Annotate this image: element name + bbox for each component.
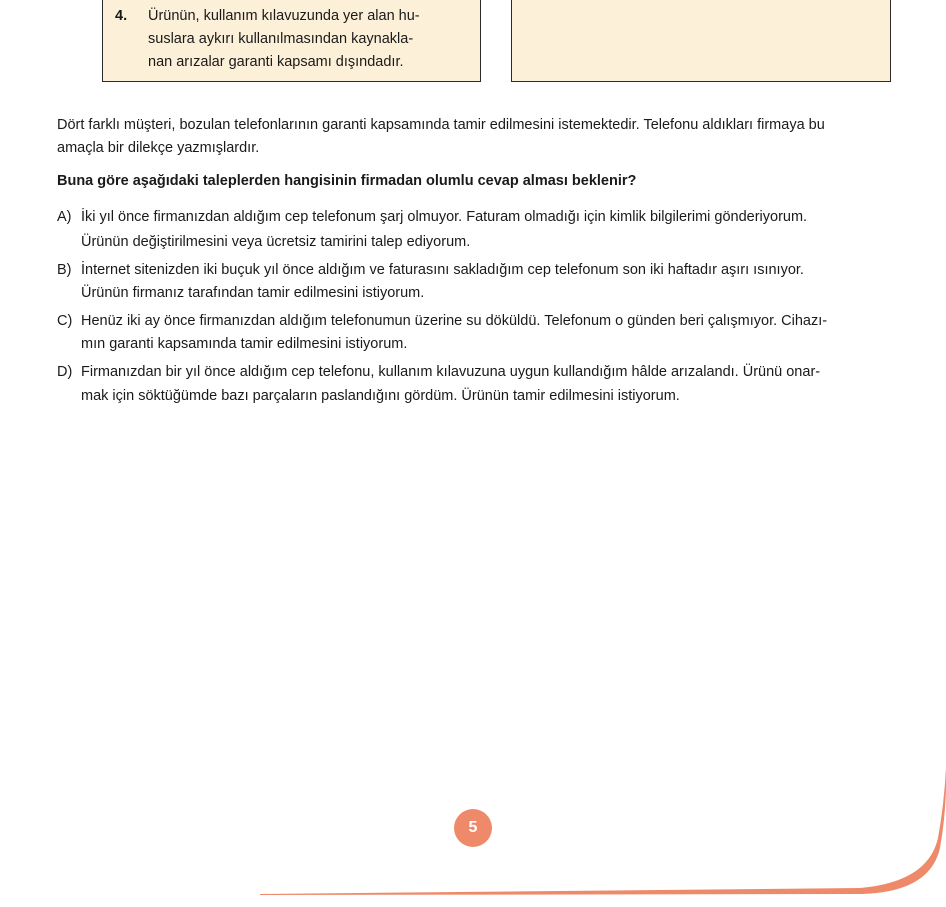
item-number: 4.	[115, 8, 128, 24]
option-text: mak için söktüğümde bazı parçaların paslandığını gördüm. Ürünün tamir edilmesini istiyorum.	[81, 388, 680, 404]
option-text: İki yıl önce firmanızdan aldığım cep telefonum şarj olmuyor. Faturam olmadığı için kimlik bilgilerimi gönderiyorum.	[81, 209, 808, 225]
page-number-badge: 5	[454, 809, 492, 847]
item-line: nan arızalar garanti kapsamı dışındadır.	[148, 54, 404, 70]
option-text: Firmanızdan bir yıl önce aldığım cep telefonu, kullanım kılavuzuna uygun kullandığım hâlde arızalandı. Ürünü onar-	[81, 364, 821, 380]
item-line: suslara aykırı kullanılmasından kaynakla-	[148, 31, 414, 47]
option-text: Ürünün firmanız tarafından tamir edilmesini istiyorum.	[81, 285, 425, 301]
intro-line-1: Dört farklı müşteri, bozulan telefonlarının garanti kapsamında tamir edilmesini istemektedir. Telefonu aldıkları firmaya bu	[57, 117, 825, 133]
option-letter: B)	[57, 262, 72, 278]
item-line: Ürünün, kullanım kılavuzunda yer alan hu-	[148, 8, 420, 24]
option-text: İnternet sitenizden iki buçuk yıl önce aldığım ve faturasını sakladığım cep telefonum son iki haftadır aşırı ısınıyor.	[81, 262, 804, 278]
option-letter: C)	[57, 313, 73, 329]
intro-line-2: amaçla bir dilekçe yazmışlardır.	[57, 140, 260, 156]
option-text: Ürünün değiştirilmesini veya ücretsiz tamirini talep ediyorum.	[81, 234, 471, 250]
option-text: mın garanti kapsamında tamir edilmesini istiyorum.	[81, 336, 408, 352]
question-text: Buna göre aşağıdaki taleplerden hangisinin firmadan olumlu cevap alması beklenir?	[57, 173, 637, 189]
option-letter: D)	[57, 364, 73, 380]
option-text: Henüz iki ay önce firmanızdan aldığım telefonumun üzerine su döküldü. Telefonum o günden beri çalışmıyor. Cihazı-	[81, 313, 828, 329]
option-letter: A)	[57, 209, 72, 225]
